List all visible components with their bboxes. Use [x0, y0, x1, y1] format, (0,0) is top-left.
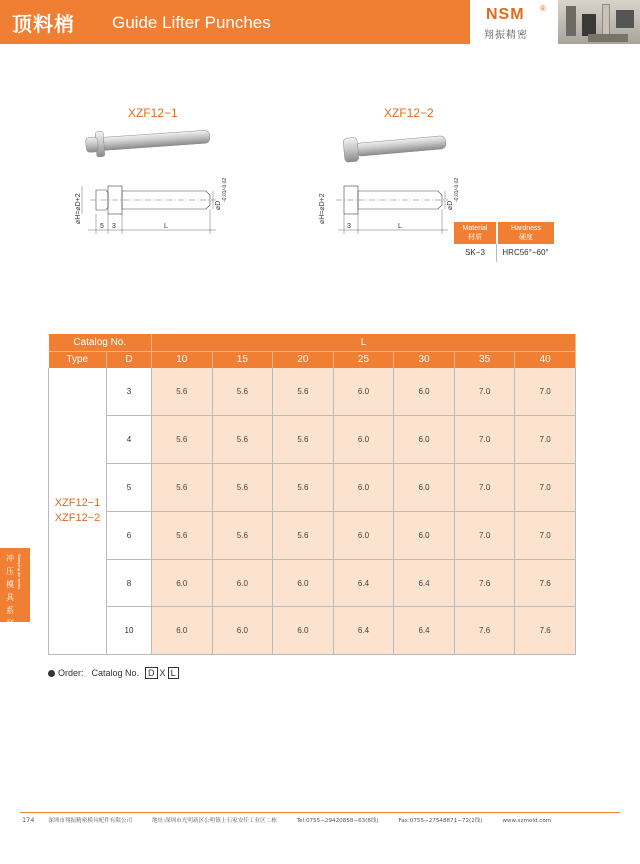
l-col-header: 35: [454, 351, 515, 368]
logo-text: NSM: [486, 6, 525, 23]
dim-tolerance-right: -0.01/-0.02: [454, 177, 460, 202]
l-col-header: 10: [152, 351, 213, 368]
order-x: X: [159, 668, 166, 678]
l-col-header: 25: [333, 351, 394, 368]
value-cell: 5.6: [212, 416, 273, 464]
bullet-icon: [48, 670, 55, 677]
page-title-cn: 顶料梢: [12, 12, 75, 36]
technical-drawing-right: [320, 166, 460, 246]
order-d-box: D: [145, 667, 158, 679]
value-cell: 6.0: [333, 416, 394, 464]
footer-web: www.xzmold.com: [502, 818, 552, 824]
value-cell: 7.6: [515, 559, 576, 607]
value-cell: 7.0: [454, 368, 515, 416]
dim-3-right: 3: [347, 223, 351, 230]
value-cell: 6.0: [333, 511, 394, 559]
page-number: 174: [22, 816, 35, 824]
value-cell: 6.0: [333, 464, 394, 512]
type-cell: XZF12−1 XZF12−2: [49, 368, 107, 655]
dim-3: 3: [112, 223, 116, 230]
value-cell: 6.0: [394, 464, 455, 512]
product-render-right: [340, 128, 450, 168]
footer-tel: Tel:0755−29420858−63(6线): [296, 818, 379, 824]
header-band: [0, 0, 470, 44]
hardness-value: HRC56°−60°: [496, 244, 554, 262]
d-cell: 10: [107, 607, 152, 655]
value-cell: 5.6: [273, 464, 334, 512]
product-label-left: XZF12−1: [128, 106, 178, 120]
table-row: [49, 511, 576, 559]
d-cell: 6: [107, 511, 152, 559]
value-cell: 7.0: [454, 416, 515, 464]
table-row: [49, 368, 576, 416]
order-label: Order:: [58, 668, 84, 678]
table-row: [49, 559, 576, 607]
side-tab-cn: 冲压模具系列: [6, 554, 14, 628]
material-header: Material 材质: [454, 222, 496, 244]
value-cell: 6.0: [273, 607, 334, 655]
logo-text-cn: 翔振精密: [484, 30, 528, 41]
footer-fax: Fax:0755−27548871−72(2线): [398, 818, 483, 824]
l-col-header: 40: [515, 351, 576, 368]
value-cell: 6.0: [212, 607, 273, 655]
value-cell: 6.0: [394, 416, 455, 464]
l-col-header: 30: [394, 351, 455, 368]
value-cell: 5.6: [212, 368, 273, 416]
value-cell: 5.6: [152, 416, 213, 464]
footer-divider: [20, 812, 620, 813]
table-row: [49, 464, 576, 512]
hardness-header: Hardness 硬度: [498, 222, 554, 244]
side-tab: [0, 548, 30, 628]
l-col-header: 20: [273, 351, 334, 368]
d-header: D: [107, 351, 152, 368]
material-table: [454, 222, 554, 262]
product-label-right: XZF12−2: [384, 106, 434, 120]
value-cell: 6.4: [394, 559, 455, 607]
d-cell: 4: [107, 416, 152, 464]
value-cell: 5.6: [212, 511, 273, 559]
product-render-left: [82, 122, 222, 164]
table-row: [49, 416, 576, 464]
value-cell: 7.0: [515, 464, 576, 512]
page-title-en: Guide Lifter Punches: [112, 13, 271, 32]
l-header: L: [152, 334, 576, 351]
value-cell: 7.0: [515, 368, 576, 416]
dim-D-label-right: ⌀D: [447, 200, 454, 210]
dim-H-label-right: ⌀H=⌀D+2: [319, 193, 326, 224]
order-catalog: Catalog No.: [91, 668, 140, 678]
value-cell: 5.6: [273, 368, 334, 416]
product-photo: [558, 0, 640, 44]
value-cell: 7.6: [454, 607, 515, 655]
value-cell: 6.0: [212, 559, 273, 607]
d-cell: 8: [107, 559, 152, 607]
value-cell: 7.6: [454, 559, 515, 607]
value-cell: 5.6: [152, 511, 213, 559]
d-cell: 3: [107, 368, 152, 416]
value-cell: 5.6: [273, 416, 334, 464]
dim-H-label: ⌀H=⌀D+2: [75, 193, 82, 224]
order-l-box: L: [168, 667, 179, 679]
type-header: Type: [49, 351, 107, 368]
value-cell: 6.4: [394, 607, 455, 655]
table-row: [49, 607, 576, 655]
value-cell: 7.0: [515, 416, 576, 464]
value-cell: 5.6: [273, 511, 334, 559]
order-instruction: [48, 667, 181, 679]
value-cell: 6.0: [394, 368, 455, 416]
dim-5: 5: [100, 223, 104, 230]
value-cell: 5.6: [212, 464, 273, 512]
l-col-header: 15: [212, 351, 273, 368]
value-cell: 7.6: [515, 607, 576, 655]
value-cell: 6.4: [333, 607, 394, 655]
technical-drawing-left: [68, 166, 228, 246]
dim-L-right: L: [398, 223, 402, 230]
value-cell: 7.0: [454, 511, 515, 559]
brand-logo: [472, 0, 558, 44]
dim-D-label: ⌀D: [215, 200, 222, 210]
material-value: SK−3: [465, 248, 485, 257]
value-cell: 7.0: [454, 464, 515, 512]
catalog-header: Catalog No.: [49, 334, 152, 351]
logo-registered-mark: ®: [540, 4, 546, 13]
value-cell: 6.0: [273, 559, 334, 607]
value-cell: 7.0: [515, 511, 576, 559]
value-cell: 5.6: [152, 368, 213, 416]
value-cell: 6.0: [152, 559, 213, 607]
footer-address: 地址:深圳市光明新区公明镇上石家安佳工业区二栋: [151, 818, 277, 824]
value-cell: 6.4: [333, 559, 394, 607]
value-cell: 5.6: [152, 464, 213, 512]
dim-tolerance: -0.01/-0.02: [222, 177, 228, 202]
page-footer: [22, 816, 632, 824]
side-tab-en: Stamping die series: [17, 554, 22, 590]
page-header: [0, 0, 640, 44]
footer-company: 深圳市翔振精密模具配件有限公司: [48, 818, 133, 824]
value-cell: 6.0: [152, 607, 213, 655]
value-cell: 6.0: [394, 511, 455, 559]
dim-L: L: [164, 223, 168, 230]
value-cell: 6.0: [333, 368, 394, 416]
d-cell: 5: [107, 464, 152, 512]
spec-table: [48, 334, 576, 655]
